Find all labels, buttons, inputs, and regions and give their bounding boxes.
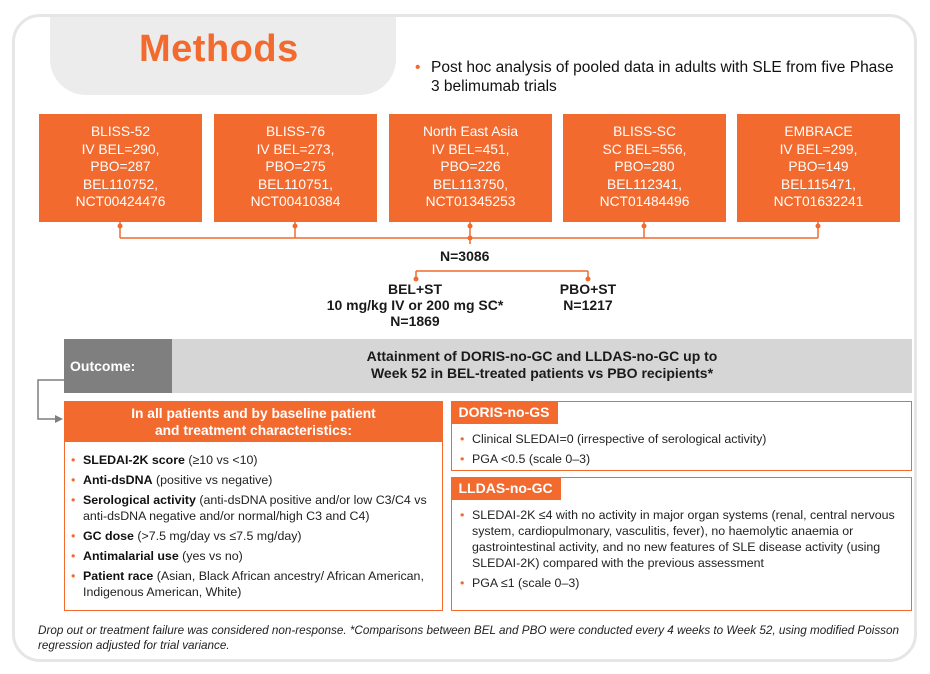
trial-nct: NCT01345253	[425, 194, 516, 209]
trial-nct: NCT01632241	[773, 194, 864, 209]
characteristics-list	[65, 442, 442, 600]
trial-bel: IV BEL=273,	[256, 141, 335, 157]
lldas-box	[451, 477, 912, 611]
list-item	[71, 568, 436, 600]
doris-box	[451, 401, 912, 471]
lldas-header: LLDAS-no-GC	[451, 477, 561, 500]
list-item	[71, 472, 436, 488]
characteristics-box	[64, 401, 443, 611]
arm-pbo-st	[538, 281, 638, 313]
connector-dot	[118, 224, 123, 229]
connector-dot	[293, 224, 298, 229]
item-detail: (Asian, Black African ancestry/ African American, Indigenous American, White)	[83, 569, 424, 599]
item-label: SLEDAI-2K score	[83, 453, 185, 467]
list-item	[71, 548, 436, 564]
item-label: Antimalarial use	[83, 549, 179, 563]
trial-study-id: BEL113750,	[433, 176, 508, 192]
trial-bel: SC BEL=556,	[602, 141, 687, 157]
trial-bel: IV BEL=290,	[81, 141, 160, 157]
trial-pbo: PBO=280	[614, 159, 675, 174]
trial-nct: NCT00424476	[75, 194, 166, 209]
arm-bel-label: BEL+ST	[387, 281, 443, 297]
arm-pbo-n: N=1217	[563, 297, 613, 313]
list-item	[71, 492, 436, 524]
doris-header: DORIS-no-GS	[451, 401, 558, 424]
item-detail: (≥10 vs <10)	[184, 453, 258, 467]
trial-pbo: PBO=275	[265, 159, 326, 174]
connector-dot	[816, 224, 821, 229]
intro-text: Post hoc analysis of pooled data in adults with SLE from five Phase 3 belimumab trials	[431, 59, 894, 95]
trial-name: BLISS-52	[90, 124, 151, 139]
trial-pbo: PBO=226	[440, 159, 501, 174]
trial-nct: NCT00410384	[250, 194, 341, 209]
bullet-dot-icon: •	[415, 59, 421, 76]
characteristics-header	[65, 402, 442, 442]
trial-study-id: BEL110752,	[83, 176, 158, 192]
trial-name: BLISS-76	[265, 124, 326, 139]
item-label: Anti-dsDNA	[83, 473, 153, 487]
trial-study-id: BEL115471,	[781, 176, 856, 192]
item-detail: (anti-dsDNA positive and/or low C3/C4 vs anti-dsDNA negative and/or normal/high C3 and C4)	[83, 493, 427, 523]
trial-bel: IV BEL=299,	[779, 141, 858, 157]
characteristics-header-line-1: In all patients and by baseline patient	[131, 406, 376, 421]
trial-name: EMBRACE	[784, 124, 853, 139]
outcome-line-1: Attainment of DORIS-no-GC and LLDAS-no-GC up to	[366, 348, 718, 364]
trial-bel: IV BEL=451,	[431, 141, 510, 157]
outcome-label: Outcome:	[64, 339, 172, 393]
list-item: • PGA ≤1 (scale 0–3)	[460, 575, 903, 591]
characteristics-header-line-2: and treatment characteristics:	[154, 423, 353, 438]
list-item: • Clinical SLEDAI=0 (irrespective of serological activity)	[460, 431, 903, 447]
page-title: Methods	[139, 28, 299, 70]
connector-dot	[468, 236, 473, 241]
trial-study-id: BEL110751,	[258, 176, 333, 192]
trial-study-id: BEL112341,	[607, 176, 682, 192]
pooled-total: N=3086	[440, 248, 490, 264]
outcome-text	[172, 348, 912, 382]
footnote: Drop out or treatment failure was considered non-response. *Comparisons between BEL and PBO were conducted every 4 weeks to Week 52, using modified Poisson regression adjusted for trial variance.	[38, 624, 900, 652]
item-label: Serological activity	[83, 493, 196, 507]
connector-dot	[468, 224, 473, 229]
arm-bel-n: N=1869	[390, 313, 440, 329]
trial-pbo: PBO=287	[90, 159, 151, 174]
trial-name: North East Asia	[422, 124, 519, 139]
arm-bel-st	[255, 281, 575, 329]
arrow-head-icon	[55, 415, 63, 423]
arm-bel-dose: 10 mg/kg IV or 200 mg SC*	[326, 297, 504, 313]
trial-nct: NCT01484496	[599, 194, 690, 209]
item-detail: (positive vs negative)	[152, 473, 273, 487]
list-item: • SLEDAI-2K ≤4 with no activity in major organ systems (renal, central nervous system, cardiopulmonary, vasculitis, fever), no haemolytic anaemia or gastrointestinal activity, and no new features of SLE disease activity (using SLEDAI-2K) compared with the previous assessment	[460, 507, 903, 571]
outcome-line-2: Week 52 in BEL-treated patients vs PBO recipients*	[370, 365, 714, 381]
trial-name: BLISS-SC	[613, 124, 676, 139]
item-detail: (>7.5 mg/day vs ≤7.5 mg/day)	[133, 529, 302, 543]
list-item: • PGA <0.5 (scale 0–3)	[460, 451, 903, 467]
list-item	[71, 528, 436, 544]
item-label: GC dose	[83, 529, 134, 543]
item-label: Patient race	[83, 569, 154, 583]
trial-pbo: PBO=149	[788, 159, 849, 174]
item-detail: (yes vs no)	[178, 549, 243, 563]
list-item	[71, 452, 436, 468]
connector-dot	[642, 224, 647, 229]
arm-pbo-label: PBO+ST	[559, 281, 617, 297]
